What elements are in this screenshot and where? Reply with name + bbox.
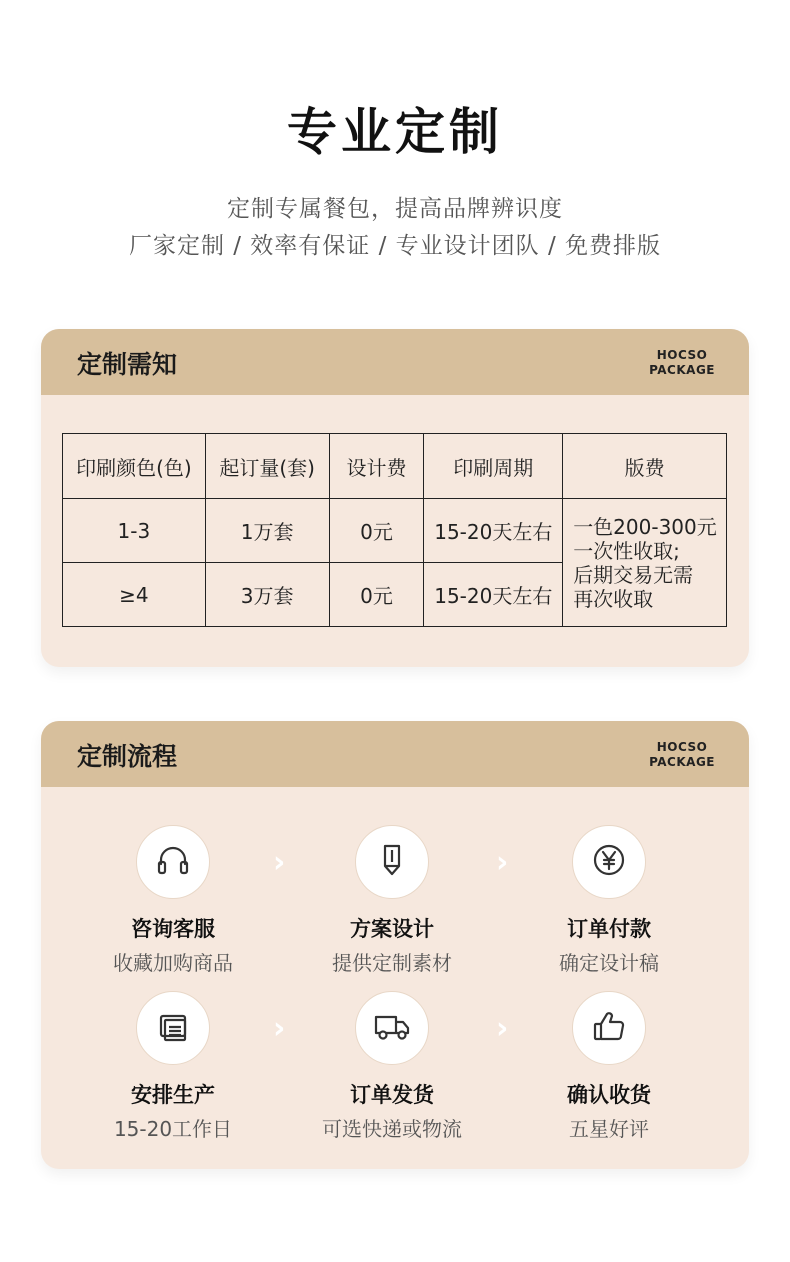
hero-subtitle-2: 厂家定制 / 效率有保证 / 专业设计团队 / 免费排版 [128,233,662,259]
table-header-cell: 起订量(套) [205,434,329,499]
process-step [509,991,709,1142]
step-title: 咨询客服 [131,917,215,941]
table-cell: ≥4 [63,563,206,627]
fee-note-line: 再次收取 [573,586,654,611]
step-icon-circle [136,991,210,1065]
step-icon-circle [355,825,429,899]
step-title: 订单发货 [350,1083,434,1107]
notice-card-title: 定制需知 [77,350,178,379]
truck-icon [372,1006,412,1050]
fee-note-line: 后期交易无需 [573,562,694,587]
fee-note-cell [563,499,727,627]
table-cell: 0元 [329,563,424,627]
step-desc: 五星好评 [569,1117,649,1141]
process-card-header [41,721,749,787]
process-card-title: 定制流程 [77,742,178,771]
table-header-cell: 设计费 [329,434,424,499]
process-step [292,991,492,1142]
brand-line-2: PACKAGE [649,755,715,769]
process-step [292,825,492,976]
brand-line-1: HOCSO [656,740,708,754]
chevron-right-icon: › [273,1011,286,1046]
headphones-icon [153,840,193,884]
brand-mark [649,348,715,378]
table-cell: 3万套 [205,563,329,627]
step-desc: 提供定制素材 [332,951,452,975]
brand-line-2: PACKAGE [649,363,715,377]
step-title: 方案设计 [350,917,434,941]
hero-title: 专业定制 [287,103,503,161]
chevron-right-icon: › [496,1011,509,1046]
notice-card [41,329,749,667]
table-header-cell: 印刷颜色(色) [63,434,206,499]
table-cell: 1-3 [63,499,206,563]
brand-mark [649,740,715,770]
step-desc: 确定设计稿 [559,951,659,975]
table-cell: 15-20天左右 [424,563,563,627]
table-cell: 15-20天左右 [424,499,563,563]
step-icon-circle [355,991,429,1065]
process-step [73,991,273,1142]
table-cell: 0元 [329,499,424,563]
process-step [509,825,709,976]
process-step [73,825,273,976]
step-desc: 15-20工作日 [113,1117,233,1141]
notice-card-header [41,329,749,395]
table-row [63,499,727,563]
fee-note-line: 一色200-300元 [573,514,717,539]
thumbs-up-icon [589,1006,629,1050]
hero-subtitle-1: 定制专属餐包，提高品牌辨识度 [227,196,563,222]
step-title: 确认收货 [567,1083,651,1107]
pencil-icon [372,840,412,884]
step-desc: 收藏加购商品 [113,951,233,975]
yen-icon [589,840,629,884]
step-title: 订单付款 [567,917,651,941]
table-header-row [63,434,727,499]
step-icon-circle [136,825,210,899]
table-header-cell: 印刷周期 [424,434,563,499]
spec-table [62,433,727,627]
brand-line-1: HOCSO [656,348,708,362]
step-desc: 可选快递或物流 [322,1117,462,1141]
step-icon-circle [572,991,646,1065]
step-title: 安排生产 [131,1083,215,1107]
chevron-right-icon: › [273,845,286,880]
process-card [41,721,749,1169]
step-icon-circle [572,825,646,899]
fee-note-line: 一次性收取; [573,538,680,563]
table-cell: 1万套 [205,499,329,563]
table-header-cell: 版费 [563,434,727,499]
chevron-right-icon: › [496,845,509,880]
printer-icon [153,1006,193,1050]
